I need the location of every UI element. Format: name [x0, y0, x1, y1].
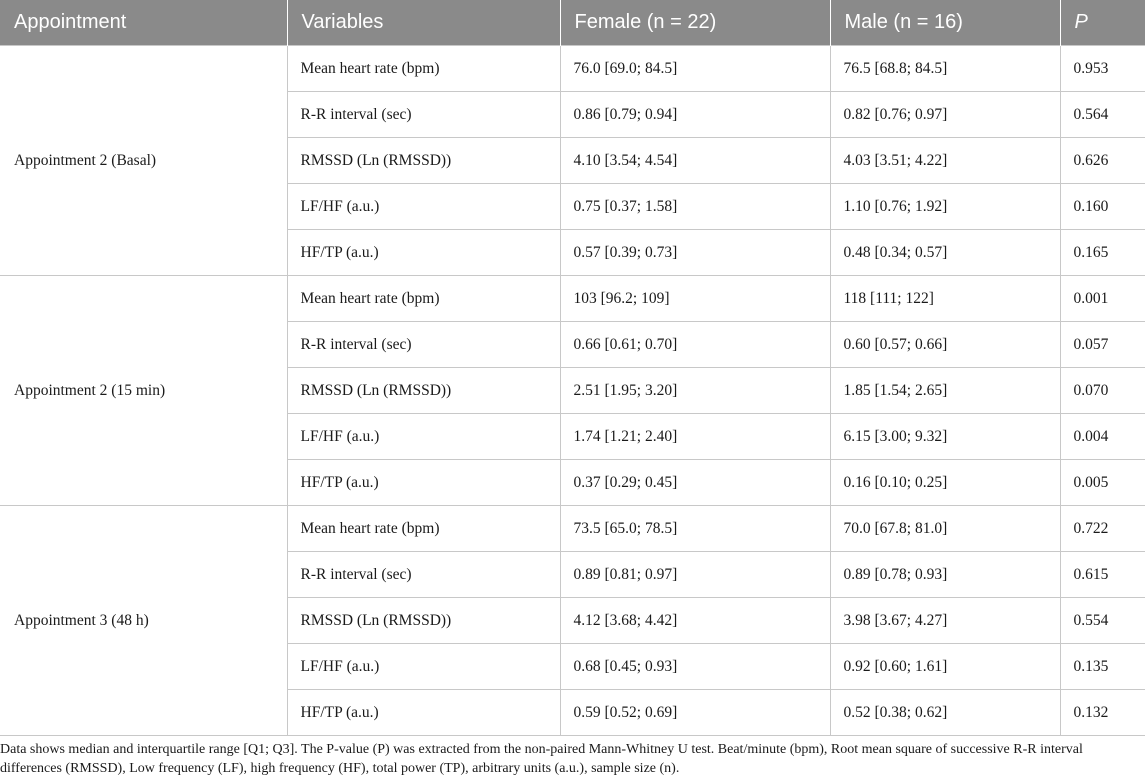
variable-cell: RMSSD (Ln (RMSSD)) — [287, 138, 560, 184]
table-footnote: Data shows median and interquartile range [Q1; Q3]. The P-value (P) was extracted from the non-paired Mann-Whitney U test. Beat/minute (bpm), Root mean square of successive R-R interval differences (RMSSD), Low frequency (LF), high frequency (HF), total power (TP), arbitrary units (a.u.), sample size (n). — [0, 742, 1083, 776]
female-value-cell: 0.37 [0.29; 0.45] — [560, 460, 830, 506]
male-value-cell: 0.89 [0.78; 0.93] — [830, 552, 1060, 598]
variable-cell: RMSSD (Ln (RMSSD)) — [287, 368, 560, 414]
female-value-cell: 73.5 [65.0; 78.5] — [560, 506, 830, 552]
female-value-cell: 0.86 [0.79; 0.94] — [560, 92, 830, 138]
p-value-cell: 0.953 — [1060, 46, 1145, 92]
male-value-cell: 118 [111; 122] — [830, 276, 1060, 322]
male-value-cell: 1.85 [1.54; 2.65] — [830, 368, 1060, 414]
male-value-cell: 1.10 [0.76; 1.92] — [830, 184, 1060, 230]
variable-cell: LF/HF (a.u.) — [287, 644, 560, 690]
variable-cell: HF/TP (a.u.) — [287, 690, 560, 736]
p-value-cell: 0.160 — [1060, 184, 1145, 230]
variable-cell: R-R interval (sec) — [287, 552, 560, 598]
table-header-row — [0, 0, 1145, 46]
female-value-cell: 0.66 [0.61; 0.70] — [560, 322, 830, 368]
p-value-cell: 0.005 — [1060, 460, 1145, 506]
female-value-cell: 103 [96.2; 109] — [560, 276, 830, 322]
female-value-cell: 0.75 [0.37; 1.58] — [560, 184, 830, 230]
table-row — [0, 46, 1145, 92]
appointment-cell: Appointment 2 (Basal) — [0, 46, 287, 276]
appointment-cell: Appointment 2 (15 min) — [0, 276, 287, 506]
female-value-cell: 0.57 [0.39; 0.73] — [560, 230, 830, 276]
p-value-cell: 0.132 — [1060, 690, 1145, 736]
p-value-cell: 0.626 — [1060, 138, 1145, 184]
male-value-cell: 4.03 [3.51; 4.22] — [830, 138, 1060, 184]
variable-cell: Mean heart rate (bpm) — [287, 506, 560, 552]
appointment-cell: Appointment 3 (48 h) — [0, 506, 287, 736]
male-value-cell: 6.15 [3.00; 9.32] — [830, 414, 1060, 460]
header-female: Female (n = 22) — [560, 0, 830, 46]
male-value-cell: 0.82 [0.76; 0.97] — [830, 92, 1060, 138]
female-value-cell: 4.10 [3.54; 4.54] — [560, 138, 830, 184]
header-variables: Variables — [287, 0, 560, 46]
male-value-cell: 0.48 [0.34; 0.57] — [830, 230, 1060, 276]
male-value-cell: 0.52 [0.38; 0.62] — [830, 690, 1060, 736]
male-value-cell: 0.92 [0.60; 1.61] — [830, 644, 1060, 690]
variable-cell: R-R interval (sec) — [287, 322, 560, 368]
p-value-cell: 0.004 — [1060, 414, 1145, 460]
variable-cell: Mean heart rate (bpm) — [287, 276, 560, 322]
p-value-cell: 0.554 — [1060, 598, 1145, 644]
p-value-cell: 0.057 — [1060, 322, 1145, 368]
male-value-cell: 76.5 [68.8; 84.5] — [830, 46, 1060, 92]
female-value-cell: 4.12 [3.68; 4.42] — [560, 598, 830, 644]
p-value-cell: 0.165 — [1060, 230, 1145, 276]
male-value-cell: 70.0 [67.8; 81.0] — [830, 506, 1060, 552]
variable-cell: R-R interval (sec) — [287, 92, 560, 138]
female-value-cell: 0.59 [0.52; 0.69] — [560, 690, 830, 736]
female-value-cell: 76.0 [69.0; 84.5] — [560, 46, 830, 92]
female-value-cell: 2.51 [1.95; 3.20] — [560, 368, 830, 414]
header-appointment: Appointment — [0, 0, 287, 46]
variable-cell: HF/TP (a.u.) — [287, 460, 560, 506]
p-value-cell: 0.070 — [1060, 368, 1145, 414]
table-row — [0, 276, 1145, 322]
table-row — [0, 506, 1145, 552]
p-value-cell: 0.722 — [1060, 506, 1145, 552]
p-value-cell: 0.564 — [1060, 92, 1145, 138]
variable-cell: HF/TP (a.u.) — [287, 230, 560, 276]
female-value-cell: 0.89 [0.81; 0.97] — [560, 552, 830, 598]
variable-cell: LF/HF (a.u.) — [287, 414, 560, 460]
male-value-cell: 0.60 [0.57; 0.66] — [830, 322, 1060, 368]
variable-cell: LF/HF (a.u.) — [287, 184, 560, 230]
female-value-cell: 0.68 [0.45; 0.93] — [560, 644, 830, 690]
female-value-cell: 1.74 [1.21; 2.40] — [560, 414, 830, 460]
p-value-cell: 0.615 — [1060, 552, 1145, 598]
variable-cell: Mean heart rate (bpm) — [287, 46, 560, 92]
header-male: Male (n = 16) — [830, 0, 1060, 46]
p-value-cell: 0.135 — [1060, 644, 1145, 690]
p-value-cell: 0.001 — [1060, 276, 1145, 322]
variable-cell: RMSSD (Ln (RMSSD)) — [287, 598, 560, 644]
male-value-cell: 0.16 [0.10; 0.25] — [830, 460, 1060, 506]
male-value-cell: 3.98 [3.67; 4.27] — [830, 598, 1060, 644]
table-body — [0, 46, 1145, 736]
header-p-value: P — [1060, 0, 1145, 46]
